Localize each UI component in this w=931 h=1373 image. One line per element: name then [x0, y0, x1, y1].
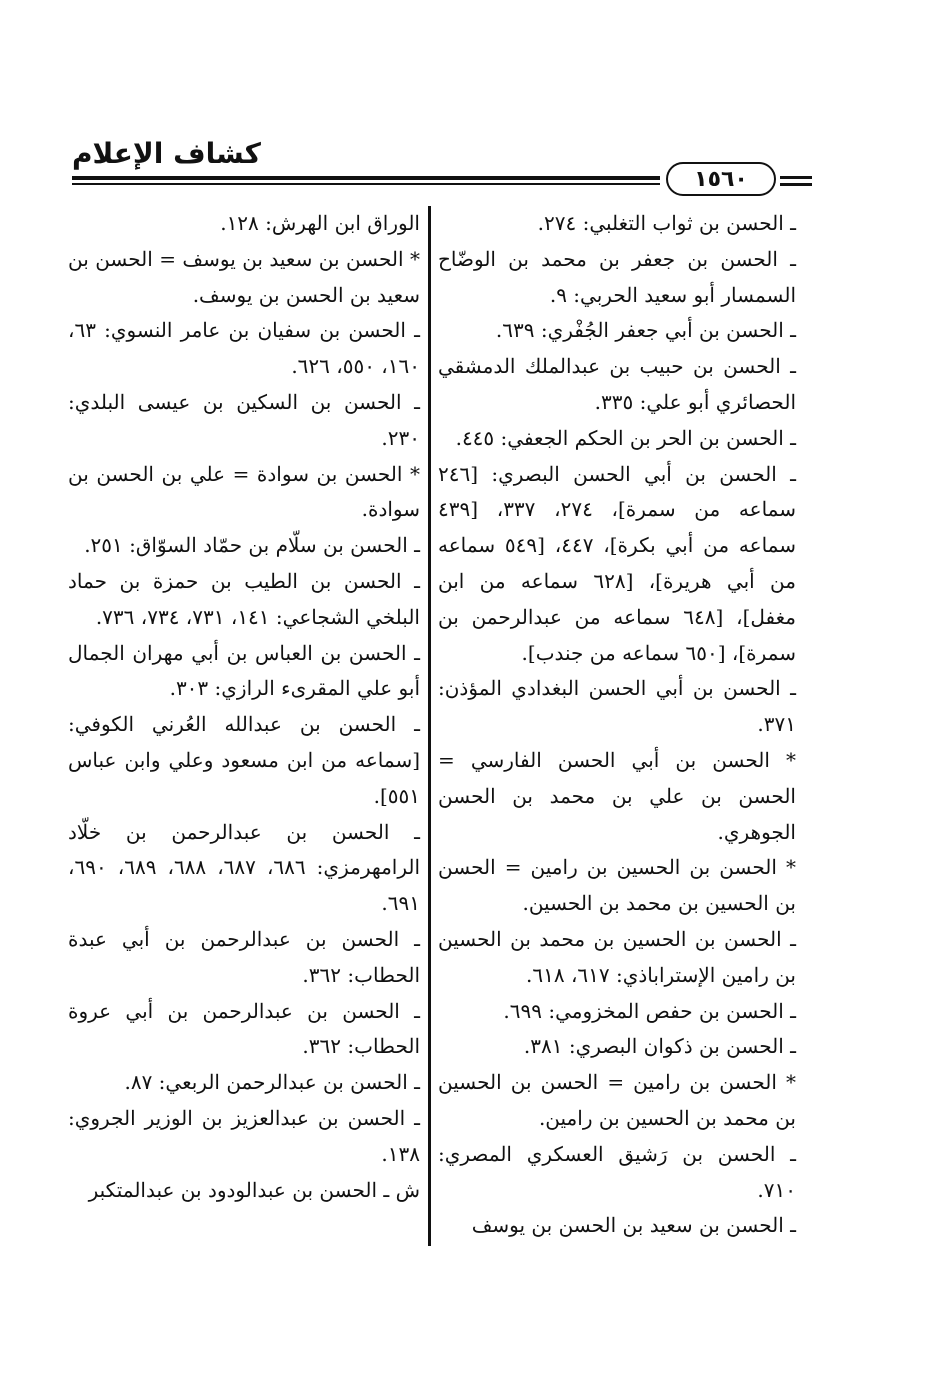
index-entry: ـ الحسن بن العباس بن أبي مهران الجمال أبو علي المقرىء الرازي: ٣٠٣. — [68, 640, 420, 701]
index-entry: ـ الحسن بن عبدالرحمن الربعي: ٨٧. — [124, 1070, 420, 1095]
index-entry: ـ الحسن بن أبي الحسن البغدادي المؤذن: ٣٧١. — [438, 676, 796, 737]
page-number: ١٥٦٠ — [694, 166, 748, 192]
book-title: كشاف الإعلام — [72, 137, 261, 170]
index-entry: ـ الحسن بن حبيب بن عبدالملك الدمشقي الحصائري أبو علي: ٣٣٥. — [438, 354, 796, 414]
index-entry: * الحسن بن الحسين بن رامين = الحسن بن الحسين بن محمد بن الحسين. — [438, 855, 796, 916]
index-entry: ـ الحسن بن عبدالرحمن بن أبي عبدة الحطاب: ٣٦٢. — [68, 926, 420, 987]
index-entry: ـ الحسن بن رَشيق العسكري المصري: ٧١٠. — [438, 1141, 796, 1202]
index-entry: ـ الحسن بن جعفر بن محمد بن الوضّاح السمسار أبو سعيد الحربي: ٩. — [438, 246, 796, 307]
index-entry: * الحسن بن رامين = الحسن بن الحسين بن محمد بن الحسين بن رامين. — [438, 1070, 796, 1130]
index-entry: ـ الحسن بن الطيب بن حمزة بن حماد البلخي الشجاعي: ١٤١، ٧٣١، ٧٣٤، ٧٣٦. — [68, 568, 420, 629]
index-entry: * الحسن بن سوادة = علي بن الحسن بن سوادة. — [68, 461, 420, 522]
index-entry: ـ الحسن بن عبدالعزيز بن الوزير الجروي: ١٣٨. — [68, 1105, 420, 1166]
header-dash — [780, 176, 812, 179]
index-entry: ـ الحسن بن الحسين بن محمد بن الحسين بن رامين الإستراباذي: ٦١٧، ٦١٨. — [438, 926, 796, 987]
index-entry: ـ الحسن بن سفيان بن عامر النسوي: ٦٣، ١٦٠، ٥٥٠، ٦٢٦. — [68, 318, 420, 379]
index-entry: ـ الحسن بن السكين بن عيسى البلدي: ٢٣٠. — [68, 389, 420, 450]
column-divider — [428, 206, 431, 1246]
index-entry: * الحسن بن سعيد بن يوسف = الحسن بن سعيد بن الحسن بن يوسف. — [68, 246, 420, 307]
index-entry: ـ الحسن بن سعيد بن الحسن بن يوسف — [471, 1213, 796, 1238]
index-entry: ـ الحسن بن ذكوان البصري: ٣٨١. — [523, 1034, 796, 1059]
index-entry: ش ـ الحسن بن عبدالودود بن عبدالمتكبر — [88, 1177, 420, 1202]
index-entry: ـ الحسن بن عبدالله العُرني الكوفي: [سماعه من ابن مسعود وعلي وابن عباس ٥٥١]. — [68, 712, 420, 808]
index-entry: ـ الحسن بن سلّام بن حمّاد السوّاق: ٢٥١. — [84, 533, 420, 558]
page-number-frame — [666, 162, 776, 196]
index-entry: ـ الحسن بن أبي الحسن البصري: [٢٤٦ سماعه من سمرة]، ٢٧٤، ٣٣٧، [٤٣٩ سماعه من أبي بكرة]، ٤٤٧، [٥٤٩ سماعه من أبي هريرة]، [٦٢٨ سماعه من ابن مغفل]، [٦٤٨ سماعه من عبدالرحمن بن سمرة]، [٦٥٠ سماعه من جندب]. — [438, 461, 796, 665]
right-column — [438, 206, 796, 1244]
index-entry: ـ الحسن بن ثواب التغلبي: ٢٧٤. — [537, 211, 796, 235]
index-entry: ـ الحسن بن حفص المخزومي: ٦٩٩. — [503, 998, 796, 1023]
left-column — [68, 206, 420, 1208]
index-entry: ـ الحسن بن عبدالرحمن بن خلّاد الرامهرمزي: ٦٨٦، ٦٨٧، ٦٨٨، ٦٨٩، ٦٩٠، ٦٩١. — [68, 819, 421, 916]
header-rule — [72, 176, 660, 180]
header-rule-thin — [72, 183, 660, 185]
index-entry: الوراق ابن الهرش: ١٢٨. — [220, 211, 420, 235]
index-entry: ـ الحسن بن أبي جعفر الجُفْري: ٦٣٩. — [495, 318, 796, 343]
index-entry: ـ الحسن بن عبدالرحمن بن أبي عروة الحطاب: ٣٦٢. — [68, 998, 420, 1059]
header-dash — [780, 183, 812, 186]
index-entry: ـ الحسن بن الحر بن الحكم الجعفي: ٤٤٥. — [455, 425, 796, 450]
index-entry: * الحسن بن أبي الحسن الفارسي = الحسن بن علي بن محمد بن الحسن الجوهري. — [438, 747, 796, 844]
